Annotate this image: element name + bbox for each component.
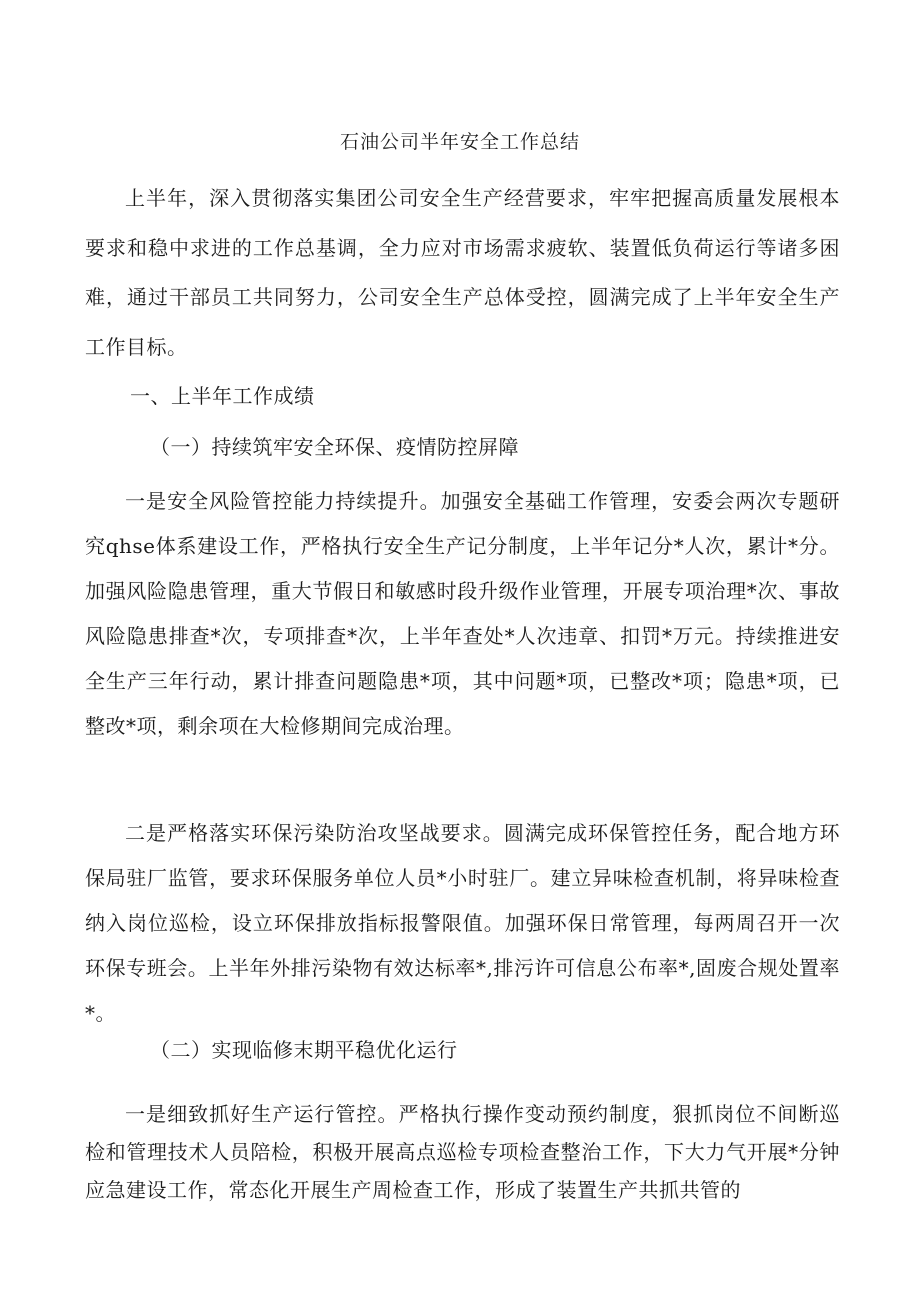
subsection-heading-2: （二）实现临修末期平稳优化运行	[150, 1038, 458, 1062]
paragraph-production-control: 一是细致抓好生产运行管控。严格执行操作变动预约制度，狠抓岗位不间断巡检和管理技术人员陪检，积极开展高点巡检专项检查整治工作，下大力气开展*分钟应急建设工作，常态化开展生产周检查工作，形成了装置生产共抓共管的	[85, 1102, 840, 1202]
paragraph-environmental: 二是严格落实环保污染防治攻坚战要求。圆满完成环保管控任务，配合地方环保局驻厂监管，要求环保服务单位人员*小时驻厂。建立异味检查机制，将异味检查纳入岗位巡检，设立环保排放指标报警限值。加强环保日常管理，每两周召开一次环保专班会。上半年外排污染物有效达标率*,排污许可信息公布率*,固废合规处置率*。	[85, 821, 840, 1025]
intro-paragraph: 上半年，深入贯彻落实集团公司安全生产经营要求，牢牢把握高质量发展根本要求和稳中求进的工作总基调，全力应对市场需求疲软、装置低负荷运行等诸多困难，通过干部员工共同努力，公司安全生产总体受控，圆满完成了上半年安全生产工作目标。	[85, 186, 840, 359]
paragraph-safety-risk: 一是安全风险管控能力持续提升。加强安全基础工作管理，安委会两次专题研究qhse体系建设工作，严格执行安全生产记分制度，上半年记分*人次，累计*分。加强风险隐患管理，重大节假日和敏感时段升级作业管理，开展专项治理*次、事故风险隐患排查*次，专项排查*次，上半年查处*人次违章、扣罚*万元。持续推进安全生产三年行动，累计排查问题隐患*项，其中问题*项，已整改*项；隐患*项，已整改*项，剩余项在大检修期间完成治理。	[85, 489, 840, 738]
subsection-heading-1: （一）持续筑牢安全环保、疫情防控屏障	[150, 435, 519, 459]
document-title: 石油公司半年安全工作总结	[339, 131, 580, 153]
section-heading-1: 一、上半年工作成绩	[130, 384, 315, 408]
